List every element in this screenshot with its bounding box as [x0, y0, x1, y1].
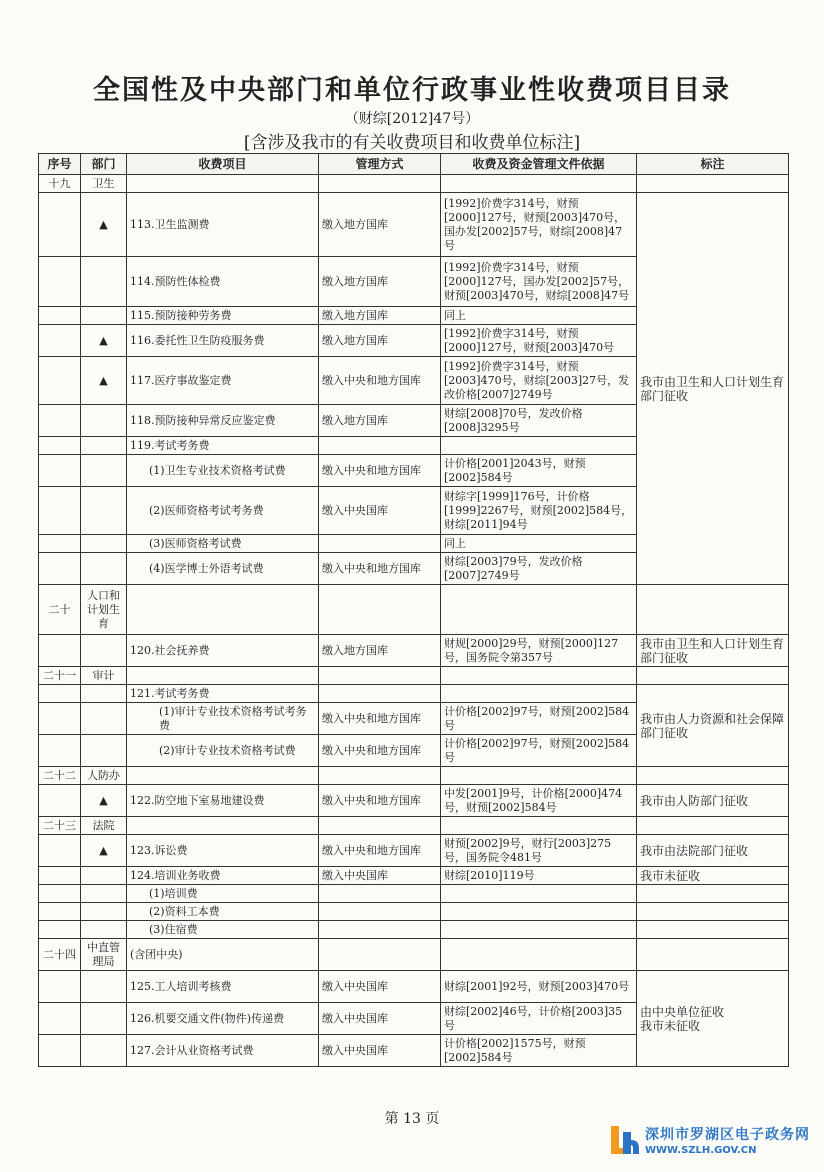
basis-cell: 财规[2000]29号，财预[2000]127号，国务院令第357号 — [441, 635, 637, 667]
dept-cell: 法院 — [81, 817, 127, 835]
triangle-marker-icon: ▲ — [81, 835, 127, 867]
table-header-row — [39, 154, 789, 175]
mgmt-cell: 缴入中央国库 — [319, 1003, 441, 1035]
column-header: 管理方式 — [319, 154, 441, 175]
remark-cell: 我市由法院部门征收 — [637, 835, 789, 867]
triangle-marker-icon: ▲ — [81, 193, 127, 257]
table-row — [39, 835, 789, 867]
item-cell: (1)卫生专业技术资格考试费 — [127, 455, 319, 487]
table-row — [39, 175, 789, 193]
table-row — [39, 667, 789, 685]
basis-cell: 计价格[2002]1575号，财预[2002]584号 — [441, 1035, 637, 1067]
triangle-marker-icon: ▲ — [81, 357, 127, 405]
dept-cell: 人防办 — [81, 767, 127, 785]
table-row — [39, 867, 789, 885]
table-row — [39, 635, 789, 667]
mgmt-cell: 缴入中央国库 — [319, 487, 441, 535]
table-row — [39, 785, 789, 817]
mgmt-cell: 缴入中央和地方国库 — [319, 357, 441, 405]
table-row — [39, 939, 789, 971]
watermark-url: WWW.SZLH.GOV.CN — [645, 1145, 757, 1156]
mgmt-cell: 缴入地方国库 — [319, 193, 441, 257]
table-row — [39, 903, 789, 921]
mgmt-cell: 缴入中央国库 — [319, 971, 441, 1003]
basis-cell: [1992]价费字314号，财预[2000]127号，财预[2003]470号，国办发[2002]57号，财综[2008]47号 — [441, 193, 637, 257]
basis-cell: 计价格[2001]2043号，财预[2002]584号 — [441, 455, 637, 487]
column-header: 标注 — [637, 154, 789, 175]
basis-cell: 财综[2002]46号，计价格[2003]35号 — [441, 1003, 637, 1035]
item-cell: 121.考试考务费 — [127, 685, 319, 703]
basis-cell: [1992]价费字314号，财预[2000]127号，财预[2003]470号 — [441, 325, 637, 357]
item-cell: 119.考试考务费 — [127, 437, 319, 455]
basis-cell: 计价格[2002]97号，财预[2002]584号 — [441, 735, 637, 767]
mgmt-cell: 缴入中央和地方国库 — [319, 455, 441, 487]
item-cell: 117.医疗事故鉴定费 — [127, 357, 319, 405]
table-row — [39, 971, 789, 1003]
watermark-name: 深圳市罗湖区电子政务网 — [645, 1127, 810, 1143]
seq-cell: 二十四 — [39, 939, 81, 971]
remark-cell: 我市由卫生和人口计划生育部门征收 — [637, 635, 789, 667]
basis-cell: 财综[2001]92号，财预[2003]470号 — [441, 971, 637, 1003]
table-row — [39, 885, 789, 903]
seq-cell: 十九 — [39, 175, 81, 193]
basis-cell: 财综[2010]119号 — [441, 867, 637, 885]
triangle-marker-icon: ▲ — [81, 325, 127, 357]
document-number: （财综[2012]47号） — [344, 111, 480, 127]
mgmt-cell: 缴入地方国库 — [319, 257, 441, 307]
remark-cell: 我市由卫生和人口计划生育部门征收 — [637, 193, 789, 585]
mgmt-cell: 缴入中央和地方国库 — [319, 735, 441, 767]
table-row — [39, 767, 789, 785]
item-cell: 123.诉讼费 — [127, 835, 319, 867]
item-cell: (2)审计专业技术资格考试费 — [127, 735, 319, 767]
basis-cell: [1992]价费字314号，财预[2003]470号，财综[2003]27号，发改价格[2007]2749号 — [441, 357, 637, 405]
seq-cell: 二十 — [39, 585, 81, 635]
basis-cell: 财综[2008]70号，发改价格[2008]3295号 — [441, 405, 637, 437]
mgmt-cell: 缴入中央和地方国库 — [319, 835, 441, 867]
item-cell: (1)审计专业技术资格考试考务费 — [127, 703, 319, 735]
mgmt-cell: 缴入中央国库 — [319, 867, 441, 885]
dept-cell: 审计 — [81, 667, 127, 685]
basis-cell: 财预[2002]9号，财行[2003]275号，国务院令481号 — [441, 835, 637, 867]
item-cell: (2)资料工本费 — [127, 903, 319, 921]
item-cell: (1)培训费 — [127, 885, 319, 903]
lh-logo-icon — [605, 1122, 641, 1158]
basis-cell: 计价格[2002]97号，财预[2002]584号 — [441, 703, 637, 735]
item-cell: (3)医师资格考试费 — [127, 535, 319, 553]
basis-cell: 同上 — [441, 535, 637, 553]
basis-cell: 同上 — [441, 307, 637, 325]
item-cell: 113.卫生监测费 — [127, 193, 319, 257]
basis-cell: [1992]价费字314号，财预[2000]127号，国办发[2002]57号，财预[2003]470号，财综[2008]47号 — [441, 257, 637, 307]
item-cell: (2)医师资格考试考务费 — [127, 487, 319, 535]
item-cell: 125.工人培训考核费 — [127, 971, 319, 1003]
item-cell: (3)住宿费 — [127, 921, 319, 939]
mgmt-cell: 缴入地方国库 — [319, 635, 441, 667]
mgmt-cell: 缴入中央和地方国库 — [319, 703, 441, 735]
column-header: 部门 — [81, 154, 127, 175]
remark-cell: 我市由人力资源和社会保障部门征收 — [637, 685, 789, 767]
basis-cell: 财综[2003]79号，发改价格[2007]2749号 — [441, 553, 637, 585]
basis-cell: 中发[2001]9号，计价格[2000]474号，财预[2002]584号 — [441, 785, 637, 817]
basis-cell: 财综字[1999]176号，计价格[1999]2267号，财预[2002]584号，财综[2011]94号 — [441, 487, 637, 535]
mgmt-cell: 缴入中央和地方国库 — [319, 553, 441, 585]
triangle-marker-icon: ▲ — [81, 785, 127, 817]
document-note: [含涉及我市的有关收费项目和收费单位标注] — [243, 133, 581, 153]
table-row — [39, 585, 789, 635]
mgmt-cell: 缴入中央国库 — [319, 1035, 441, 1067]
item-cell: 115.预防接种劳务费 — [127, 307, 319, 325]
column-header: 收费及资金管理文件依据 — [441, 154, 637, 175]
table-row — [39, 817, 789, 835]
seq-cell: 二十一 — [39, 667, 81, 685]
item-cell: 114.预防性体检费 — [127, 257, 319, 307]
item-cell: 126.机要交通文件(物件)传递费 — [127, 1003, 319, 1035]
dept-cell: 人口和计划生育 — [81, 585, 127, 635]
watermark-logo — [605, 1120, 810, 1165]
item-cell: 122.防空地下室易地建设费 — [127, 785, 319, 817]
mgmt-cell: 缴入中央和地方国库 — [319, 785, 441, 817]
item-cell: 116.委托性卫生防疫服务费 — [127, 325, 319, 357]
item-cell: (含团中央) — [127, 939, 319, 971]
dept-cell: 中直管理局 — [81, 939, 127, 971]
seq-cell: 二十三 — [39, 817, 81, 835]
mgmt-cell: 缴入地方国库 — [319, 405, 441, 437]
mgmt-cell: 缴入地方国库 — [319, 307, 441, 325]
table-row — [39, 193, 789, 257]
table-row — [39, 685, 789, 703]
page-number: 第 13 页 — [384, 1111, 440, 1127]
item-cell: (4)医学博士外语考试费 — [127, 553, 319, 585]
remark-cell: 我市未征收 — [637, 867, 789, 885]
fee-catalog-table — [38, 153, 789, 1067]
seq-cell: 二十二 — [39, 767, 81, 785]
item-cell: 127.会计从业资格考试费 — [127, 1035, 319, 1067]
mgmt-cell: 缴入地方国库 — [319, 325, 441, 357]
dept-cell: 卫生 — [81, 175, 127, 193]
column-header: 收费项目 — [127, 154, 319, 175]
column-header: 序号 — [39, 154, 81, 175]
item-cell: 124.培训业务收费 — [127, 867, 319, 885]
table-row — [39, 921, 789, 939]
document-title: 全国性及中央部门和单位行政事业性收费项目目录 — [93, 75, 731, 106]
item-cell: 118.预防接种异常反应鉴定费 — [127, 405, 319, 437]
item-cell: 120.社会抚养费 — [127, 635, 319, 667]
remark-cell: 我市由人防部门征收 — [637, 785, 789, 817]
remark-cell: 由中央单位征收 我市未征收 — [637, 971, 789, 1067]
